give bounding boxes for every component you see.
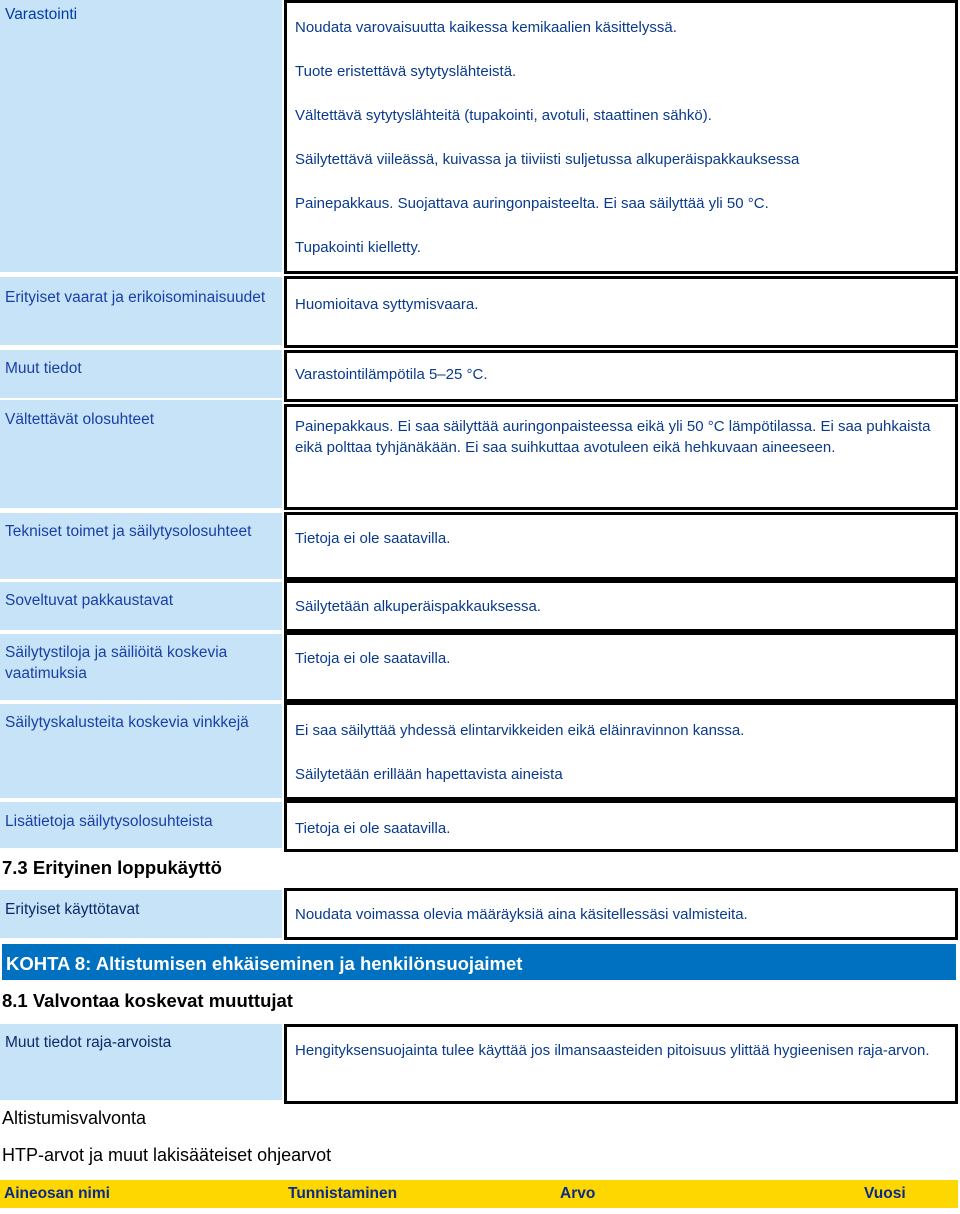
storage-line-5: Painepakkaus. Suojattava auringonpaisteelta. Ei saa säilyttää yli 50 °C.: [295, 195, 769, 212]
section-8-bar: KOHTA 8: Altistumisen ehkäiseminen ja henkilönsuojaimet: [0, 942, 958, 982]
row-label-conditions-to-avoid: Vältettävät olosuhteet: [0, 400, 282, 508]
row-value-limit-values: Hengityksensuojainta tulee käyttää jos ilmansaasteiden pitoisuus ylittää hygieenisen raja-arvon.: [284, 1024, 958, 1104]
storage-line-3: Vältettävä sytytyslähteitä (tupakointi, avotuli, staattinen sähkö).: [295, 107, 712, 124]
row-label-limit-values: Muut tiedot raja-arvoista: [0, 1024, 282, 1100]
storage-tips-line-2: Säilytetään erillään hapettavista aineista: [295, 766, 563, 783]
row-value-storage: [284, 0, 958, 274]
row-label-other-info: Muut tiedot: [0, 350, 282, 398]
row-value-specific-uses: Noudata voimassa olevia määräyksiä aina käsitellessäsi valmisteita.: [284, 888, 958, 940]
row-value-technical-measures: Tietoja ei ole saatavilla.: [284, 512, 958, 580]
table-header-row: [0, 1180, 958, 1208]
row-value-storage-requirements: Tietoja ei ole saatavilla.: [284, 632, 958, 702]
row-label-special-hazards: Erityiset vaarat ja erikoisominaisuudet: [0, 277, 282, 345]
row-label-storage: Varastointi: [0, 0, 282, 272]
row-value-special-hazards: Huomioitava syttymisvaara.: [284, 276, 958, 348]
table-header-year: Vuosi: [864, 1185, 906, 1202]
row-label-storage-tips: Säilytyskalusteita koskevia vinkkejä: [0, 704, 282, 798]
table-header-substance: Aineosan nimi: [4, 1185, 110, 1202]
row-label-technical-measures: Tekniset toimet ja säilytysolosuhteet: [0, 513, 282, 579]
storage-line-1: Noudata varovaisuutta kaikessa kemikaalien käsittelyssä.: [295, 19, 677, 36]
row-value-storage-tips: [284, 702, 958, 800]
row-label-packaging: Soveltuvat pakkaustavat: [0, 582, 282, 630]
row-value-additional-storage-info: Tietoja ei ole saatavilla.: [284, 800, 958, 852]
storage-line-6: Tupakointi kielletty.: [295, 239, 421, 256]
heading-htp-values: HTP-arvot ja muut lakisääteiset ohjearvot: [2, 1145, 332, 1165]
table-header-identification: Tunnistaminen: [288, 1185, 398, 1202]
heading-exposure-controls: Altistumisvalvonta: [2, 1108, 147, 1128]
row-label-additional-storage-info: Lisätietoja säilytysolosuhteista: [0, 802, 282, 848]
storage-line-4: Säilytettävä viileässä, kuivassa ja tiiviisti suljetussa alkuperäispakkauksessa: [295, 151, 800, 168]
storage-tips-line-1: Ei saa säilyttää yhdessä elintarvikkeiden eikä eläinravinnon kanssa.: [295, 722, 745, 739]
heading-8-1: 8.1 Valvontaa koskevat muuttujat: [2, 990, 293, 1011]
row-label-storage-requirements: Säilytystiloja ja säiliöitä koskevia vaatimuksia: [0, 634, 282, 700]
row-value-conditions-to-avoid: Painepakkaus. Ei saa säilyttää auringonpaisteessa eikä yli 50 °C lämpötilassa. Ei saa puhkaista eikä polttaa tyhjänäkään. Ei saa suihkuttaa avotuleen eikä hehkuvaan aineeseen.: [284, 404, 958, 510]
row-value-packaging: Säilytetään alkuperäispakkauksessa.: [284, 580, 958, 632]
table-header-value: Arvo: [560, 1185, 596, 1202]
row-label-specific-uses: Erityiset käyttötavat: [0, 890, 282, 938]
heading-7-3: 7.3 Erityinen loppukäyttö: [2, 857, 222, 878]
storage-line-2: Tuote eristettävä sytytyslähteistä.: [295, 63, 517, 80]
row-value-other-info: Varastointilämpötila 5–25 °C.: [284, 350, 958, 402]
